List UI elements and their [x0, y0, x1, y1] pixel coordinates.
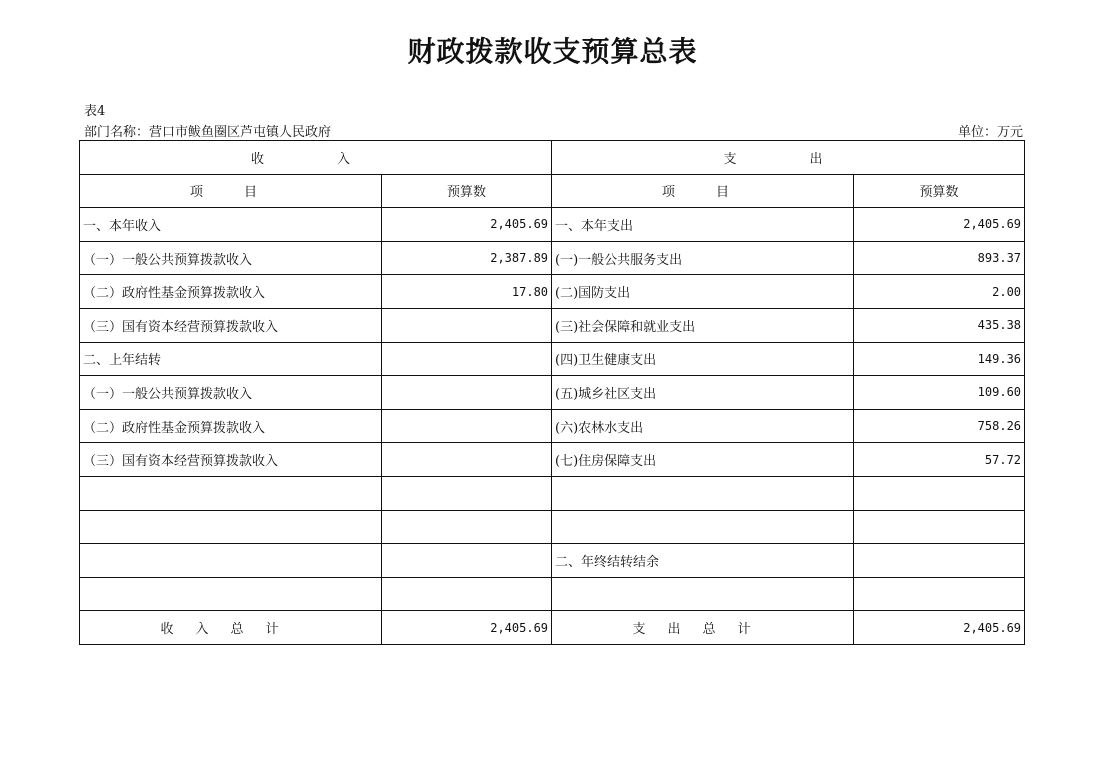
expense-value-cell [854, 577, 1025, 611]
table-row [80, 342, 1025, 376]
income-value-cell [382, 577, 552, 611]
income-item-cell [80, 476, 382, 510]
income-item-cell: （三）国有资本经营预算拨款收入 [80, 443, 382, 477]
table-row [80, 308, 1025, 342]
expense-value-cell: 2.00 [854, 275, 1025, 309]
expense-item-cell [552, 510, 854, 544]
income-value-cell [382, 308, 552, 342]
expense-item-cell: (六)农林水支出 [552, 409, 854, 443]
totals-row [80, 611, 1025, 645]
expense-value-cell: 893.37 [854, 241, 1025, 275]
income-value-cell [382, 409, 552, 443]
table-row [80, 409, 1025, 443]
expense-section-header: 支 出 [552, 141, 1025, 175]
expense-value-cell: 758.26 [854, 409, 1025, 443]
income-value-cell: 2,387.89 [382, 241, 552, 275]
income-item-cell [80, 544, 382, 578]
income-value-cell [382, 510, 552, 544]
income-section-header: 收 入 [80, 141, 552, 175]
income-item-cell [80, 510, 382, 544]
expense-item-cell: (三)社会保障和就业支出 [552, 308, 854, 342]
table-row [80, 544, 1025, 578]
expense-item-cell: (一)一般公共服务支出 [552, 241, 854, 275]
department-name: 部门名称：营口市鲅鱼圈区芦屯镇人民政府 [84, 125, 332, 140]
income-item-cell: 二、上年结转 [80, 342, 382, 376]
table-row [80, 208, 1025, 242]
table-row [80, 510, 1025, 544]
table-row [80, 376, 1025, 410]
expense-item-header: 项 目 [552, 174, 854, 208]
expense-value-cell [854, 544, 1025, 578]
income-value-cell [382, 376, 552, 410]
expense-item-cell: 一、本年支出 [552, 208, 854, 242]
expense-value-cell: 109.60 [854, 376, 1025, 410]
budget-table [79, 140, 1025, 645]
table-number: 表4 [84, 104, 106, 119]
income-value-cell [382, 443, 552, 477]
income-value-cell [382, 342, 552, 376]
unit-label: 单位：万元 [957, 125, 1023, 140]
expense-value-cell: 149.36 [854, 342, 1025, 376]
income-value-cell: 17.80 [382, 275, 552, 309]
expense-total-label: 支出总计 [552, 611, 854, 645]
expense-value-cell: 57.72 [854, 443, 1025, 477]
expense-value-cell: 435.38 [854, 308, 1025, 342]
income-item-cell: （一）一般公共预算拨款收入 [80, 376, 382, 410]
expense-item-cell: (五)城乡社区支出 [552, 376, 854, 410]
income-item-cell: （二）政府性基金预算拨款收入 [80, 409, 382, 443]
table-row [80, 241, 1025, 275]
income-value-cell [382, 476, 552, 510]
expense-budget-header: 预算数 [854, 174, 1025, 208]
income-total-label: 收入总计 [80, 611, 382, 645]
expense-value-cell: 2,405.69 [854, 208, 1025, 242]
table-row [80, 275, 1025, 309]
income-item-cell: （二）政府性基金预算拨款收入 [80, 275, 382, 309]
expense-item-cell [552, 577, 854, 611]
column-header-row [80, 174, 1025, 208]
expense-item-cell [552, 476, 854, 510]
expense-item-cell: (七)住房保障支出 [552, 443, 854, 477]
table-row [80, 577, 1025, 611]
table-row [80, 476, 1025, 510]
income-item-cell: 一、本年收入 [80, 208, 382, 242]
income-value-cell [382, 544, 552, 578]
table-row [80, 443, 1025, 477]
section-header-row [80, 141, 1025, 175]
expense-item-cell: (四)卫生健康支出 [552, 342, 854, 376]
page-title: 财政拨款收支预算总表 [407, 35, 698, 68]
income-item-cell [80, 577, 382, 611]
expense-total-value: 2,405.69 [854, 611, 1025, 645]
expense-value-cell [854, 476, 1025, 510]
expense-item-cell: 二、年终结转结余 [552, 544, 854, 578]
income-budget-header: 预算数 [382, 174, 552, 208]
income-item-cell: （一）一般公共预算拨款收入 [80, 241, 382, 275]
expense-item-cell: (二)国防支出 [552, 275, 854, 309]
income-value-cell: 2,405.69 [382, 208, 552, 242]
income-item-cell: （三）国有资本经营预算拨款收入 [80, 308, 382, 342]
income-total-value: 2,405.69 [382, 611, 552, 645]
expense-value-cell [854, 510, 1025, 544]
income-item-header: 项 目 [80, 174, 382, 208]
